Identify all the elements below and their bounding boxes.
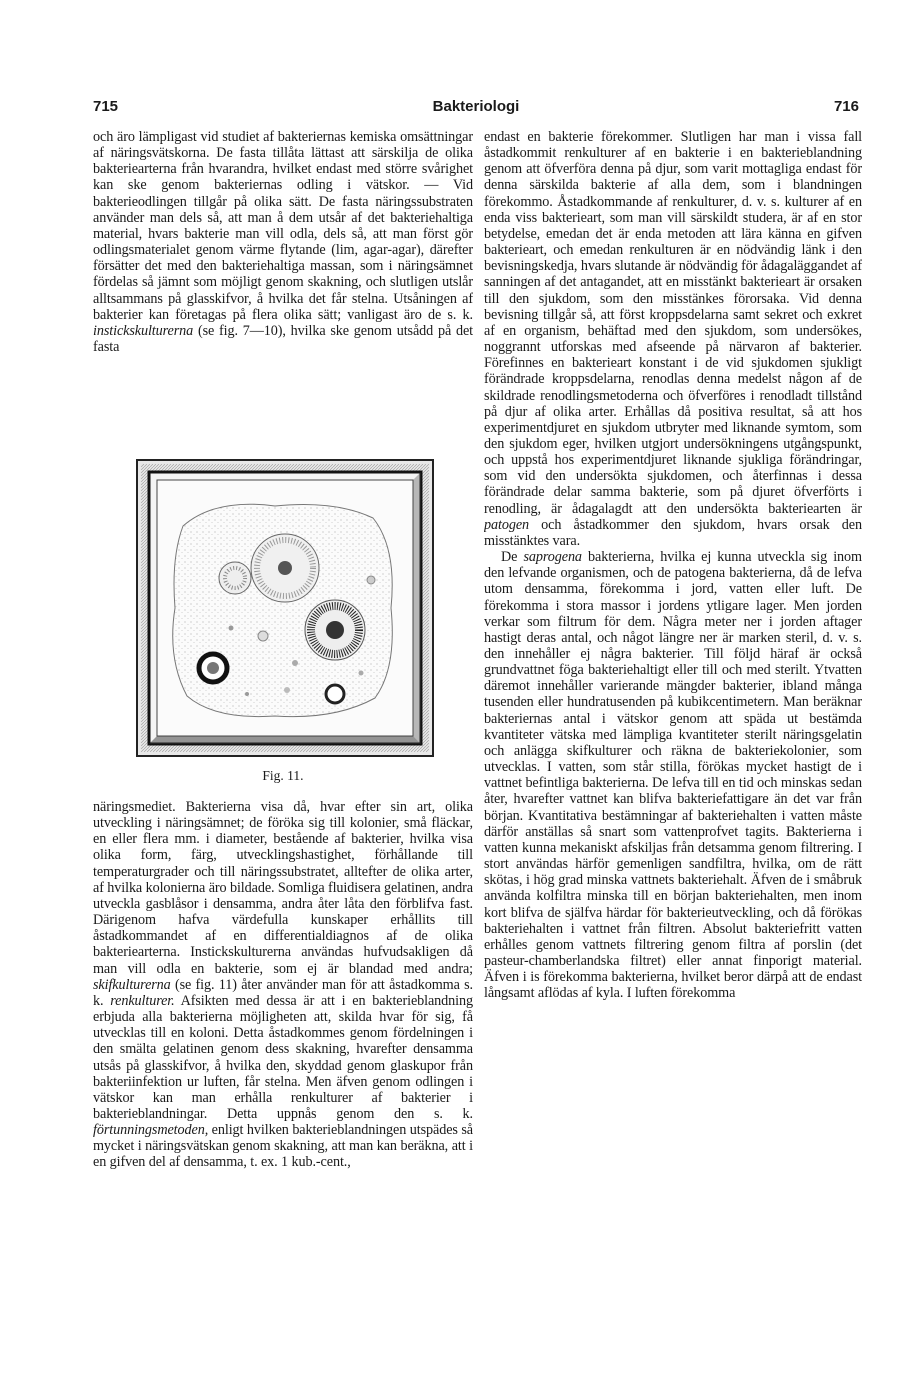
colony-small-ring <box>326 685 344 703</box>
text-run: bakterierna, hvilka ej kunna utveckla sig inom den lefvande organismen, och de patogena bakterierna, då de lefva utom densamma, förekomma i jord, vatten eller luft. De förekomma i stora massor i jordens ytligare lager. Men jorden verkar som filtrum för dem. Några meter ner i jorden aftager hastigt deras antal, och något längre ner är marken steril, d. v. s. den innehåller ej några bakterier. Till följd häraf är också grundvattnet föga bakteriehaltigt eller till och med sterilt. Ytvatten däremot innehåller varierande mängder bakterier, ibland många tusenden eller hundratusenden på kubikcentimetern. Man beräknar bakteriernas antal i vätskor genom att späda ut bestämda kvantiteter vätska med lämpliga kvantiteter sterilt näringsgelatin och anlägga skifkulturer och räkna de bakteriekolonier, som utvecklas. I vatten, som står stilla, förökas mycket hastigt de i vattnet befintliga bakterierna. De lefva till en tid och minskas sedan åter, hvarefter vattnet kan blifva bakteriefattigare än det var från början. Kvantitativa bestämningar af bakteriehalten i vatten måste därför anställas så snart som vattenprofvet tagits. Bakterierna i vatten kunna mekaniskt afskiljas från detsamma genom filtrering. I stort användas härför gemenligen sandfiltra, hvilka, om de rätt skötas, i hög grad minska vattnets bakteriehalt. Äfven de i småbruk använda kolfiltra minska till en början bakteriehalten, men inom kort blifva de själfva härdar för bakterieutveckling, och då förökas bakteriehalten i vattnet från filtren. Absolut bakteriefritt vatten erhålles genom vattnets filtrering genom filtra af porslin (det pasteur-chamberlandska filtret) eller annat finporigt material. Äfven i is förekomma bakterierna, hvilket beror därpå att de endast långsamt aflödas af kyla. I luften förekomma <box>484 549 862 1002</box>
left-column-top <box>93 129 473 454</box>
paragraph <box>484 549 862 1001</box>
right-column <box>484 129 862 1281</box>
text-run: De <box>501 549 524 566</box>
italic-term: instickskulturerna <box>93 322 194 339</box>
text-run: och åstadkommer den sjukdom, hvars orsak den misstänktes vara. <box>484 516 862 549</box>
figure-caption: Fig. 11. <box>262 768 304 783</box>
paragraph <box>484 129 862 549</box>
text-run: endast en bakterie förekommer. Slutligen har man i vissa fall åstadkommit renkulturer af en bakterie i en bakterieblandning genom att öfverföra denna på djur, som varit mottagliga endast för denna särskilda bakterie af alla dem, som i blandningen förekommo. Åstadkommande af renkulturer, d. v. s. kulturer af en enda viss bakterieart, som man vill särskildt studera, är af en stor betydelse, emedan det är enda metoden att lära känna en gifven bakterieart, och emedan renkulturen är en nödvändig länk i den bevisningskedja, hvars slutande är nödvändig för ådagaläggandet af sanningen af det antagandet, att en misstänkt bakterieart är orsaken till den sjukdom, som den misstänkes förorsaka. Vid denna bevisning tillgår så, att först kroppsdelarna samt sekret och exkret af en organism, behäftad med den sjukdom, som undersökes, noggrannt utforskas med afseende på närvaron af bakterier. Förefinnes en bakterieart konstant i de vid sjukdomen sjukligt förändrade kroppsdelarna, renodlas denna medelst någon af de skildrade renodlingsmetoderna och öfverföres i renodladt tillstånd på djur af olika arter. Erhållas då positiva resultat, så att hos experimentdjuret en sjukdom utbryter med liknande symtom, som den sjukdom eger, hvilken utgjort undersökningens utgångspunkt, och uppstå hos experimentdjuret liknande sjukliga förändringar, som vid den undersökta sjukdomen, och återfinnas i dessa förändrade delar samma bakterie, som på djuret öfverförts i renodling, är ådagalagdt att den undersökta bakteriearten är <box>484 129 862 517</box>
culture-plate-illustration <box>135 458 435 758</box>
italic-term: renkulturer. <box>110 992 175 1009</box>
colony-ring <box>199 654 227 682</box>
paragraph <box>93 799 473 1171</box>
left-column-bottom <box>93 799 473 1279</box>
text-run: och äro lämpligast vid studiet af bakteriernas kemiska omsättningar af näringsvätskorna. De fasta tillåta lättast att särskilja de olika bakteriearterna från hvarandra, hvilket endast med större svårighet kan ske genom bakteriernas odling i vätskor. — Vid bakterieodlingen tillgår på olika sätt. De fasta näringssubstraten använder man dels så, att man å dem utsår af det bakteriehaltiga material, hvars bakterie man vill odla, dels så, att man först gör odlingsmaterialet genom värme flytande (lim, agar-agar), därefter försätter det med den bakteriehaltiga massan, som i näringsämnet fördelas så jämnt som möjligt genom skakning, och slutligen utslår alltsammans på glasskifvor, å hvilka det får stelna. Utsåningen af bakterier kan företagas på flera olika sätt; vanligast äro de s. k. <box>93 129 473 323</box>
page-number-left: 715 <box>93 98 119 115</box>
colony-large-1 <box>251 534 319 602</box>
page-number-right: 716 <box>833 98 859 115</box>
italic-term: saprogena <box>523 549 582 566</box>
running-title: Bakteriologi <box>432 98 520 115</box>
colony-medium <box>219 562 251 594</box>
text-run: enligt hvilken bakterieblandningen utspädes så mycket i näringsvätskan genom skakning, att man kan beräkna, att i en gifven del af densamma, t. ex. 1 kub.-cent., <box>93 1122 473 1171</box>
text-run: (se fig. 11) åter använder man för att åstadkomma s. k. <box>93 976 473 1009</box>
italic-term: förtunningsmetoden, <box>93 1122 209 1139</box>
italic-term: patogen <box>484 516 530 533</box>
figure-petri-culture-plate <box>135 458 435 758</box>
text-run: Afsikten med dessa är att i en bakterieblandning erbjuda alla bakterierna möjligheten att, skilda hvar för sig, få utvecklas till en koloni. Detta åstadkommes genom fördelningen i den smälta gelatinen genom dess skakning, hvarefter densamma utsås på glasskifvor, å hvilka den, skyddad genom glaskupor från bakteriinfektion ur luften, får stelna. Men äfven genom odlingen i vätskor kan man erhålla renkulturer af bakterier i bakterieblandningar. Detta uppnås genom den s. k. <box>93 992 473 1122</box>
paragraph <box>93 129 473 355</box>
page-header <box>93 98 859 120</box>
colony-large-2 <box>305 600 365 660</box>
text-run: näringsmediet. Bakterierna visa då, hvar efter sin art, olika utveckling i näringsämnet; de föröka sig till kolonier, små fläckar, en eller flera mm. i diameter, bestående af bakterier, hvilka visa olika form, färg, utvecklingshastighet, förhållande till temperaturgrader och till näringssubstratet, alltefter de olika arter, af hvilka kolonierna äro bildade. Somliga fluidisera gelatinen, andra utveckla gasblåsor i densamma, andra åter låta den förblifva fast. Därigenom hafva värdefulla kunskaper erhållits till åstadkommandet af en differentialdiagnos af de olika bakteriearterna. Instickskulturerna användas hufvudsakligen då man vill odla en bakterie, som ej är blandad med andra; <box>93 799 473 977</box>
text-run: (se fig. 7—10), hvilka ske genom utsådd på det fasta <box>93 322 473 356</box>
italic-term: skifkulturerna <box>93 976 171 993</box>
